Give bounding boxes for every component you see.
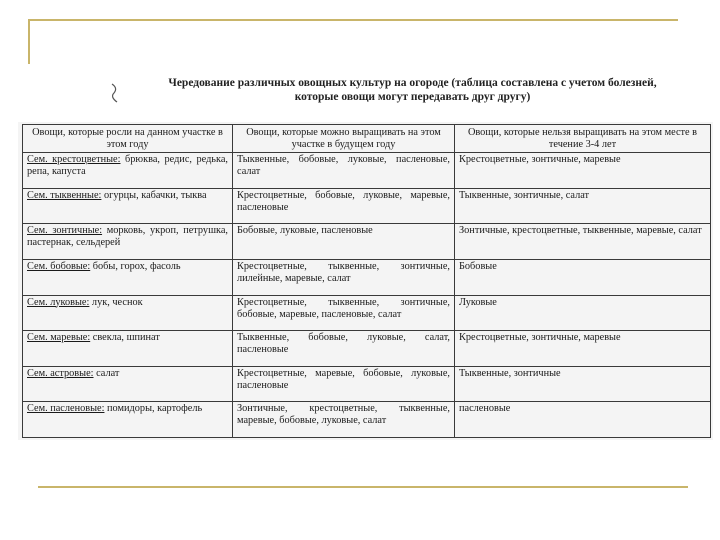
cell-forbidden: Крестоцветные, зонтичные, маревые bbox=[455, 153, 711, 189]
cell-current bbox=[23, 188, 233, 224]
cell-current bbox=[23, 259, 233, 295]
family-name: Сем. маревые: bbox=[27, 332, 91, 344]
family-crops: салат bbox=[93, 367, 120, 379]
cell-current bbox=[23, 366, 233, 402]
family-name: Сем. пасленовые: bbox=[27, 403, 105, 415]
family-crops: огурцы, кабачки, тыква bbox=[101, 189, 207, 201]
table-row bbox=[23, 331, 711, 367]
cell-next: Крестоцветные, бобовые, луковые, маревые, пасленовые bbox=[233, 188, 455, 224]
header-forbidden-crops: Овощи, которые нельзя выращивать на этом месте в течение 3-4 лет bbox=[455, 125, 711, 153]
cell-current bbox=[23, 224, 233, 260]
family-name: Сем. луковые: bbox=[27, 296, 90, 308]
cell-forbidden: Крестоцветные, зонтичные, маревые bbox=[455, 331, 711, 367]
crop-rotation-table bbox=[22, 124, 711, 438]
cell-next: Крестоцветные, тыквенные, зонтичные, лилейные, маревые, салат bbox=[233, 259, 455, 295]
family-name: Сем. зонтичные: bbox=[27, 225, 103, 237]
cell-next: Крестоцветные, тыквенные, зонтичные, бобовые, маревые, пасленовые, салат bbox=[233, 295, 455, 331]
header-next-crops: Овощи, которые можно выращивать на этом участке в будущем году bbox=[233, 125, 455, 153]
cell-current bbox=[23, 295, 233, 331]
cell-current bbox=[23, 402, 233, 438]
cell-next: Тыквенные, бобовые, луковые, пасленовые, салат bbox=[233, 153, 455, 189]
cell-next: Тыквенные, бобовые, луковые, салат, пасленовые bbox=[233, 331, 455, 367]
cell-forbidden: пасленовые bbox=[455, 402, 711, 438]
family-crops: лук, чеснок bbox=[89, 296, 143, 308]
decorative-frame-left bbox=[28, 19, 30, 64]
cell-next: Крестоцветные, маревые, бобовые, луковые, пасленовые bbox=[233, 366, 455, 402]
title-line-1: Чередование различных овощных культур на огороде (таблица составлена с учетом болезней, bbox=[168, 77, 657, 89]
table-row bbox=[23, 259, 711, 295]
cell-forbidden: Тыквенные, зонтичные, салат bbox=[455, 188, 711, 224]
cell-current bbox=[23, 331, 233, 367]
title-line-2: которые овощи могут передавать друг другу) bbox=[294, 91, 531, 103]
cell-next: Бобовые, луковые, пасленовые bbox=[233, 224, 455, 260]
family-crops: морковь, укроп, петрушка, пастернак, сельдерей bbox=[27, 225, 228, 249]
family-name: Сем. тыквенные: bbox=[27, 189, 102, 201]
table-row bbox=[23, 366, 711, 402]
cell-forbidden: Тыквенные, зонтичные bbox=[455, 366, 711, 402]
family-crops: брюква, редис, редька, репа, капуста bbox=[27, 154, 228, 177]
table-row bbox=[23, 295, 711, 331]
cell-next: Зонтичные, крестоцветные, тыквенные, маревые, бобовые, луковые, салат bbox=[233, 402, 455, 438]
decorative-frame-top bbox=[28, 19, 678, 21]
family-crops: помидоры, картофель bbox=[104, 403, 203, 415]
cell-current bbox=[23, 153, 233, 189]
cell-forbidden: Бобовые bbox=[455, 259, 711, 295]
cell-forbidden: Луковые bbox=[455, 295, 711, 331]
page-title bbox=[110, 76, 715, 104]
family-name: Сем. бобовые: bbox=[27, 260, 91, 272]
header-current-crops: Овощи, которые росли на данном участке в этом году bbox=[23, 125, 233, 153]
table-row bbox=[23, 402, 711, 438]
table-row bbox=[23, 188, 711, 224]
family-crops: свекла, шпинат bbox=[90, 332, 160, 344]
decorative-frame-bottom bbox=[38, 486, 688, 488]
family-name: Сем. крестоцветные: bbox=[27, 154, 121, 165]
table-row bbox=[23, 224, 711, 260]
family-name: Сем. астровые: bbox=[27, 367, 94, 379]
table-header-row bbox=[23, 125, 711, 153]
table-row bbox=[23, 153, 711, 189]
cell-forbidden: Зонтичные, крестоцветные, тыквенные, маревые, салат bbox=[455, 224, 711, 260]
family-crops: бобы, горох, фасоль bbox=[90, 260, 181, 272]
